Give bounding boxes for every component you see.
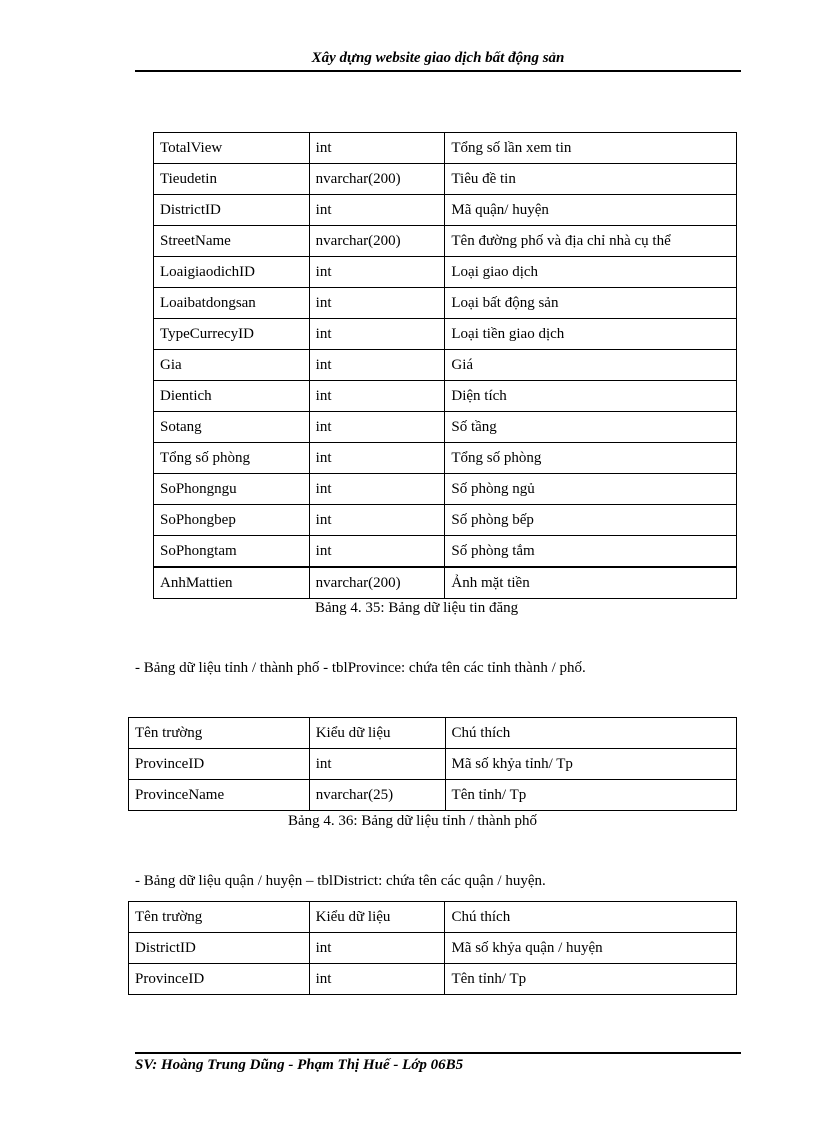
data-type-cell: int [309, 381, 445, 412]
field-name-cell: StreetName [154, 226, 310, 257]
description-cell: Ảnh mặt tiền [445, 567, 737, 599]
field-name-cell: DistrictID [129, 933, 310, 964]
field-name-cell: ProvinceID [129, 749, 310, 780]
table-row [154, 164, 737, 195]
description-cell: Tên tỉnh/ Tp [445, 780, 736, 811]
description-cell: Tên tỉnh/ Tp [445, 964, 737, 995]
description-cell: Loại giao dịch [445, 257, 737, 288]
field-name-cell: AnhMattien [154, 567, 310, 599]
table-row [129, 780, 737, 811]
field-name-cell: ProvinceID [129, 964, 310, 995]
header-data-type: Kiểu dữ liệu [309, 902, 445, 933]
description-cell: Số phòng bếp [445, 505, 737, 536]
table-province [128, 717, 737, 811]
table-row [154, 195, 737, 226]
paragraph-district: - Bảng dữ liệu quận / huyện – tblDistrict: chứa tên các quận / huyện. [135, 873, 546, 889]
data-type-cell: int [309, 133, 445, 164]
field-name-cell: SoPhongbep [154, 505, 310, 536]
table-row [129, 749, 737, 780]
data-type-cell: int [309, 933, 445, 964]
description-cell: Tổng số phòng [445, 443, 737, 474]
field-name-cell: LoaigiaodichID [154, 257, 310, 288]
data-type-cell: int [309, 288, 445, 319]
field-name-cell: Tieudetin [154, 164, 310, 195]
description-cell: Loại tiền giao dịch [445, 319, 737, 350]
data-type-cell: nvarchar(25) [309, 780, 445, 811]
page-header-title: Xây dựng website giao dịch bất động sản [311, 50, 565, 66]
footer-rule [135, 1052, 741, 1054]
description-cell: Tên đường phố và địa chỉ nhà cụ thể [445, 226, 737, 257]
table-caption-province: Bảng 4. 36: Bảng dữ liệu tỉnh / thành phố [288, 813, 537, 829]
description-cell: Mã số khỷa tỉnh/ Tp [445, 749, 736, 780]
table-row [154, 381, 737, 412]
header-data-type: Kiểu dữ liệu [309, 718, 445, 749]
data-type-cell: int [309, 412, 445, 443]
field-name-cell: DistrictID [154, 195, 310, 226]
data-type-cell: int [309, 319, 445, 350]
description-cell: Số tầng [445, 412, 737, 443]
table-row [154, 257, 737, 288]
table-row [129, 933, 737, 964]
data-type-cell: nvarchar(200) [309, 567, 445, 599]
data-type-cell: int [309, 350, 445, 381]
description-cell: Giá [445, 350, 737, 381]
table-row [154, 350, 737, 381]
field-name-cell: Loaibatdongsan [154, 288, 310, 319]
header-description: Chú thích [445, 902, 737, 933]
table-header-row [129, 902, 737, 933]
description-cell: Mã số khỷa quận / huyện [445, 933, 737, 964]
data-type-cell: int [309, 474, 445, 505]
data-type-cell: int [309, 749, 445, 780]
description-cell: Diện tích [445, 381, 737, 412]
description-cell: Mã quận/ huyện [445, 195, 737, 226]
table-row [154, 133, 737, 164]
table-row [129, 964, 737, 995]
data-type-cell: int [309, 195, 445, 226]
header-field-name: Tên trường [129, 718, 310, 749]
field-name-cell: Sotang [154, 412, 310, 443]
table-row [154, 567, 737, 599]
page-footer-author: SV: Hoàng Trung Dũng - Phạm Thị Huế - Lớp 06B5 [135, 1057, 464, 1073]
field-name-cell: Dientich [154, 381, 310, 412]
data-type-cell: nvarchar(200) [309, 226, 445, 257]
table-row [154, 226, 737, 257]
table-district [128, 901, 737, 995]
table-row [154, 443, 737, 474]
field-name-cell: TypeCurrecyID [154, 319, 310, 350]
data-type-cell: nvarchar(200) [309, 164, 445, 195]
header-rule [135, 70, 741, 72]
description-cell: Số phòng tắm [445, 536, 737, 568]
table-header-row [129, 718, 737, 749]
field-name-cell: Gia [154, 350, 310, 381]
description-cell: Loại bất động sản [445, 288, 737, 319]
field-name-cell: SoPhongngu [154, 474, 310, 505]
table-caption-tin-dang: Bảng 4. 35: Bảng dữ liệu tin đăng [315, 600, 519, 616]
paragraph-province: - Bảng dữ liệu tỉnh / thành phố - tblProvince: chứa tên các tỉnh thành / phố. [135, 660, 586, 676]
field-name-cell: TotalView [154, 133, 310, 164]
data-type-cell: int [309, 536, 445, 568]
data-type-cell: int [309, 443, 445, 474]
table-row [154, 536, 737, 568]
header-field-name: Tên trường [129, 902, 310, 933]
table-row [154, 412, 737, 443]
table-row [154, 319, 737, 350]
data-type-cell: int [309, 505, 445, 536]
description-cell: Số phòng ngủ [445, 474, 737, 505]
table-row [154, 474, 737, 505]
table-row [154, 288, 737, 319]
description-cell: Tiêu đề tin [445, 164, 737, 195]
header-description: Chú thích [445, 718, 736, 749]
table-row [154, 505, 737, 536]
data-type-cell: int [309, 257, 445, 288]
field-name-cell: ProvinceName [129, 780, 310, 811]
table-tin-dang [153, 132, 737, 599]
field-name-cell: Tổng số phòng [154, 443, 310, 474]
description-cell: Tổng số lần xem tin [445, 133, 737, 164]
data-type-cell: int [309, 964, 445, 995]
field-name-cell: SoPhongtam [154, 536, 310, 568]
